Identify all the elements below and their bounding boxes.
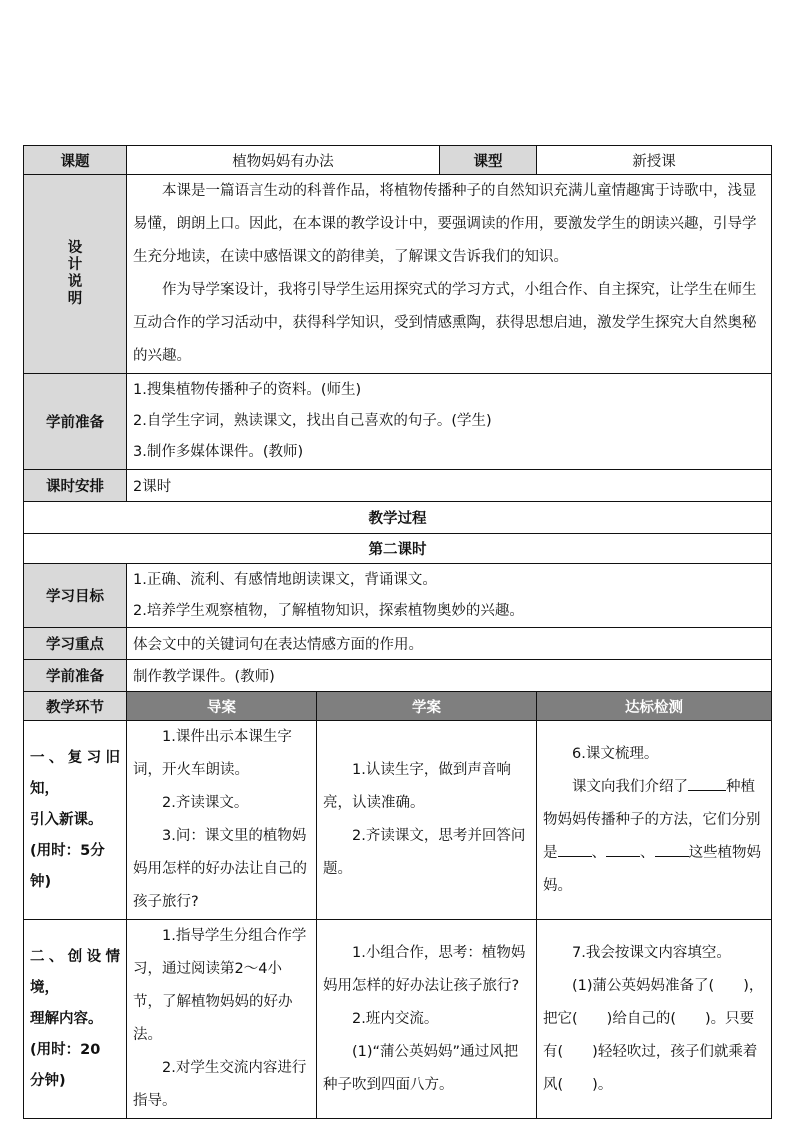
column-stage: 教学环节 bbox=[24, 692, 127, 721]
prep-list bbox=[127, 374, 772, 470]
schedule-label: 课时安排 bbox=[24, 470, 127, 502]
step-study: 1.小组合作，思考：植物妈妈用怎样的好办法让孩子旅行? 2.班内交流。 (1)“蒲公英妈妈”通过风把种子吹到四面八方。 bbox=[317, 920, 537, 1119]
design-paragraph: 本课是一篇语言生动的科普作品，将植物传播种子的自然知识充满儿童情趣寓于诗歌中，浅显易懂，朗朗上口。因此，在本课的教学设计中，要强调读的作用，要激发学生的朗读兴趣，引导学生充分地读，在读中感悟课文的韵律美，了解课文告诉我们的知识。 bbox=[133, 183, 757, 265]
topic-label: 课题 bbox=[24, 146, 127, 175]
lesson-plan-table bbox=[23, 145, 772, 1119]
type-value: 新授课 bbox=[537, 146, 772, 175]
schedule-row bbox=[24, 470, 772, 502]
columns-header-row bbox=[24, 692, 772, 721]
design-paragraph: 作为导学案设计，我将引导学生运用探究式的学习方式，小组合作、自主探究，让学生在师生互动合作的学习活动中，获得科学知识，受到情感熏陶，获得思想启迪，激发学生探究大自然奥秘的兴趣。 bbox=[133, 282, 757, 364]
design-row bbox=[24, 175, 772, 374]
focus-label: 学习重点 bbox=[24, 628, 127, 660]
step-stage: 二、创设情境， 理解内容。 (用时：20 分钟) bbox=[24, 920, 127, 1119]
design-label: 设 计 说 明 bbox=[24, 175, 127, 374]
step-check: 6.课文梳理。 课文向我们介绍了 种植物妈妈传播种子的方法，它们分别是 、 、 这些植物妈妈。 bbox=[537, 721, 772, 920]
prep-item: 3.制作多媒体课件。(教师) bbox=[133, 444, 304, 460]
prep2-label: 学前准备 bbox=[24, 660, 127, 692]
step-study: 1.认读生字，做到声音响亮，认读准确。 2.齐读课文，思考并回答问题。 bbox=[317, 721, 537, 920]
step-guide: 1.课件出示本课生字词，开火车朗读。 2.齐读课文。 3.问：课文里的植物妈妈用怎样的好办法让自己的孩子旅行? bbox=[127, 721, 317, 920]
goal-item: 1.正确、流利、有感情地朗读课文，背诵课文。 bbox=[133, 571, 437, 588]
header-row bbox=[24, 146, 772, 175]
goals-label: 学习目标 bbox=[24, 564, 127, 628]
process-title-row bbox=[24, 502, 772, 534]
step-stage: 一、复习旧知， 引入新课。 (用时：5分 钟) bbox=[24, 721, 127, 920]
step-row bbox=[24, 721, 772, 920]
focus-value: 体会文中的关键词句在表达情感方面的作用。 bbox=[127, 628, 772, 660]
fill-blank[interactable] bbox=[606, 842, 640, 857]
column-guide: 导案 bbox=[127, 692, 317, 721]
process-title: 教学过程 bbox=[24, 502, 772, 534]
prep-label: 学前准备 bbox=[24, 374, 127, 470]
goal-item: 2.培养学生观察植物，了解植物知识，探索植物奥妙的兴趣。 bbox=[133, 602, 524, 619]
goals-row bbox=[24, 564, 772, 628]
step-row bbox=[24, 920, 772, 1119]
step-check: 7.我会按课文内容填空。 (1)蒲公英妈妈准备了( )，把它( )给自己的( )。只要有( )轻轻吹过，孩子们就乘着风( )。 bbox=[537, 920, 772, 1119]
fill-blank[interactable] bbox=[655, 842, 689, 857]
topic-value: 植物妈妈有办法 bbox=[127, 146, 440, 175]
prep2-row bbox=[24, 660, 772, 692]
column-check: 达标检测 bbox=[537, 692, 772, 721]
goals-list bbox=[127, 564, 772, 628]
type-label: 课型 bbox=[440, 146, 537, 175]
prep2-value: 制作教学课件。(教师) bbox=[127, 660, 772, 692]
fill-blank[interactable] bbox=[688, 776, 726, 791]
schedule-value: 2课时 bbox=[127, 470, 772, 502]
lesson-title: 第二课时 bbox=[24, 534, 772, 564]
prep-row bbox=[24, 374, 772, 470]
lesson-title-row bbox=[24, 534, 772, 564]
fill-blank[interactable] bbox=[558, 842, 592, 857]
focus-row bbox=[24, 628, 772, 660]
step-guide: 1.指导学生分组合作学习，通过阅读第2～4小节，了解植物妈妈的好办法。 2.对学生交流内容进行指导。 bbox=[127, 920, 317, 1119]
design-text bbox=[127, 175, 772, 374]
prep-item: 2.自学生字词，熟读课文，找出自己喜欢的句子。(学生) bbox=[133, 413, 492, 429]
prep-item: 1.搜集植物传播种子的资料。(师生) bbox=[133, 382, 362, 398]
column-study: 学案 bbox=[317, 692, 537, 721]
